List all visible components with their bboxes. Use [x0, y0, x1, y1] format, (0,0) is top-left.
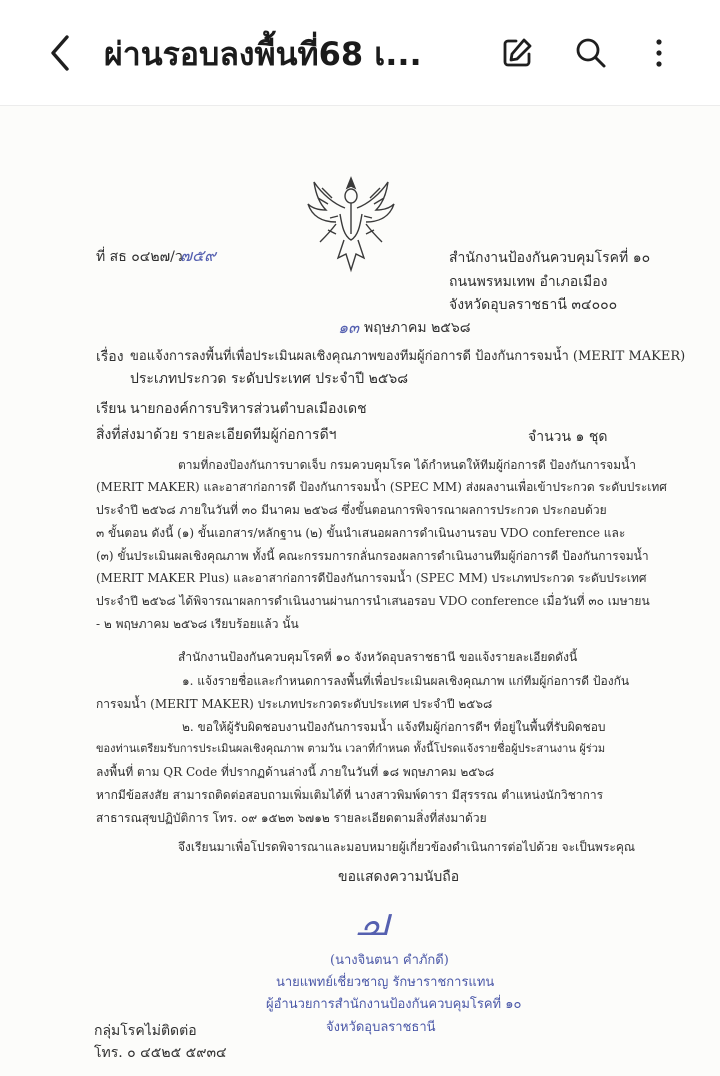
reference-handwritten: ๗๕๙ — [180, 246, 216, 265]
paragraph-line: ๑. แจ้งรายชื่อและกำหนดการลงพื้นที่เพื่อประเมินผลเชิงคุณภาพ แก่ทีมผู้ก่อการดี ป้องกัน — [182, 674, 630, 688]
paragraph-line: ตามที่กองป้องกันการบาดเจ็บ กรมควบคุมโรค ได้กำหนดให้ทีมผู้ก่อการดี ป้องกันการจมน้ำ — [178, 458, 637, 472]
enclosure-label: สิ่งที่ส่งมาด้วย — [96, 427, 179, 443]
app-bar — [0, 0, 720, 106]
subject-line: ขอแจ้งการลงพื้นที่เพื่อประเมินผลเชิงคุณภาพของทีมผู้ก่อการดี ป้องกันการจมน้ำ (MERIT MAKER) — [130, 349, 686, 364]
more-options-button[interactable] — [636, 30, 682, 76]
paragraph-line: (MERIT MAKER) และอาสาก่อการดี ป้องกันการจมน้ำ (SPEC MM) ส่งผลงานเพื่อเข้าประกวด ระดับประเทศ — [96, 480, 667, 494]
edit-button[interactable] — [494, 30, 540, 76]
footer-phone: โทร. ๐ ๔๕๒๕ ๕๙๓๔ — [94, 1045, 227, 1061]
search-icon — [574, 36, 608, 70]
paragraph-line: ประจำปี ๒๕๖๘ ภายในวันที่ ๓๐ มีนาคม ๒๕๖๘ ซึ่งขั้นตอนการพิจารณาผลการประกวด ประกอบด้วย — [96, 503, 607, 517]
closing: ขอแสดงความนับถือ — [338, 869, 460, 885]
paragraph-line: สาธารณสุขปฏิบัติการ โทร. ๐๙ ๑๕๒๓ ๖๗๑๒ รายละเอียดตามสิ่งที่ส่งมาด้วย — [96, 811, 487, 825]
paragraph-line: ๒. ขอให้ผู้รับผิดชอบงานป้องกันการจมน้ำ แจ้งทีมผู้ก่อการดีฯ ที่อยู่ในพื้นที่รับผิดชอบ — [182, 720, 606, 734]
sender-address-line: สำนักงานป้องกันควบคุมโรคที่ ๑๐ — [449, 250, 651, 266]
enclosure: รายละเอียดทีมผู้ก่อการดีฯ — [182, 427, 337, 443]
subject-label: เรื่อง — [96, 349, 124, 365]
signature-mark: ച — [354, 900, 387, 944]
chevron-left-icon — [47, 33, 73, 73]
signatory-line: นายแพทย์เชี่ยวชาญ รักษาราชการแทน — [276, 975, 495, 990]
sender-address-line: จังหวัดอุบลราชธานี ๓๔๐๐๐ — [449, 297, 618, 313]
letter-date: พฤษภาคม ๒๕๖๘ — [364, 320, 471, 336]
date-day-handwritten: ๑๓ — [338, 318, 360, 337]
addressee: นายกองค์การบริหารส่วนตำบลเมืองเดช — [130, 401, 367, 417]
document-page — [0, 106, 720, 1076]
paragraph-line: (MERIT MAKER Plus) และอาสาก่อการดีป้องกันการจมน้ำ (SPEC MM) ประเภทประกวด ระดับประเทศ — [96, 571, 647, 585]
enclosure-quantity: จำนวน ๑ ชุด — [528, 429, 608, 445]
paragraph-line: ๓ ขั้นตอน ดังนี้ (๑) ขั้นเอกสาร/หลักฐาน (๒) ขั้นนำเสนอผลการดำเนินงานรอบ VDO conference และ — [96, 526, 626, 540]
paragraph-line: (๓) ขั้นประเมินผลเชิงคุณภาพ ทั้งนี้ คณะกรรมการกลั่นกรองผลการดำเนินงานทีมผู้ก่อการดี ป้องกันการจมน้ำ — [96, 549, 649, 563]
search-button[interactable] — [568, 30, 614, 76]
document-title: ผ่านรอบลงพื้นที่68 เ... — [104, 35, 422, 73]
edit-icon — [500, 36, 534, 70]
signatory-line: (นางจินตนา คำภักดี) — [330, 953, 449, 968]
sender-address-line: ถนนพรหมเทพ อำเภอเมือง — [449, 274, 608, 290]
paragraph-line: สำนักงานป้องกันควบคุมโรคที่ ๑๐ จังหวัดอุบลราชธานี ขอแจ้งรายละเอียดดังนี้ — [178, 650, 578, 664]
paragraph-line: จึงเรียนมาเพื่อโปรดพิจารณาและมอบหมายผู้เกี่ยวข้องดำเนินการต่อไปด้วย จะเป็นพระคุณ — [178, 840, 636, 854]
garuda-emblem-icon — [306, 174, 396, 278]
subject-line: ประเภทประกวด ระดับประเทศ ประจำปี ๒๕๖๘ — [130, 371, 409, 387]
paragraph-line: ของท่านเตรียมรับการประเมินผลเชิงคุณภาพ ตามวัน เวลาที่กำหนด ทั้งนี้โปรดแจ้งรายชื่อผู้ประสานงาน ผู้ร่วม — [96, 742, 606, 755]
paragraph-line: การจมน้ำ (MERIT MAKER) ประเภทประกวดระดับประเทศ ประจำปี ๒๕๖๘ — [96, 697, 493, 711]
signatory-line: ผู้อำนวยการสำนักงานป้องกันควบคุมโรคที่ ๑๐ — [266, 997, 522, 1012]
paragraph-line: ลงพื้นที่ ตาม QR Code ที่ปรากฏด้านล่างนี้ ภายในวันที่ ๑๘ พฤษภาคม ๒๕๖๘ — [96, 765, 495, 779]
paragraph-line: - ๒ พฤษภาคม ๒๕๖๘ เรียบร้อยแล้ว นั้น — [96, 617, 299, 631]
back-button[interactable] — [38, 30, 82, 76]
addressee-label: เรียน — [96, 401, 127, 417]
signatory-line: จังหวัดอุบลราชธานี — [326, 1020, 436, 1035]
paragraph-line: ประจำปี ๒๕๖๘ ได้พิจารณาผลการดำเนินงานผ่านการนำเสนอรอบ VDO conference เมื่อวันที่ ๓๐ เมษายน — [96, 594, 650, 608]
reference-number: ที่ สธ ๐๔๒๗/ว — [96, 249, 183, 265]
paragraph-line: หากมีข้อสงสัย สามารถติดต่อสอบถามเพิ่มเติมได้ที่ นางสาวพิมพ์ดารา มีสุรรรณ ตำแหน่งนักวิชาการ — [96, 788, 604, 802]
more-vertical-icon — [653, 37, 665, 69]
footer-department: กลุ่มโรคไม่ติดต่อ — [94, 1023, 197, 1039]
